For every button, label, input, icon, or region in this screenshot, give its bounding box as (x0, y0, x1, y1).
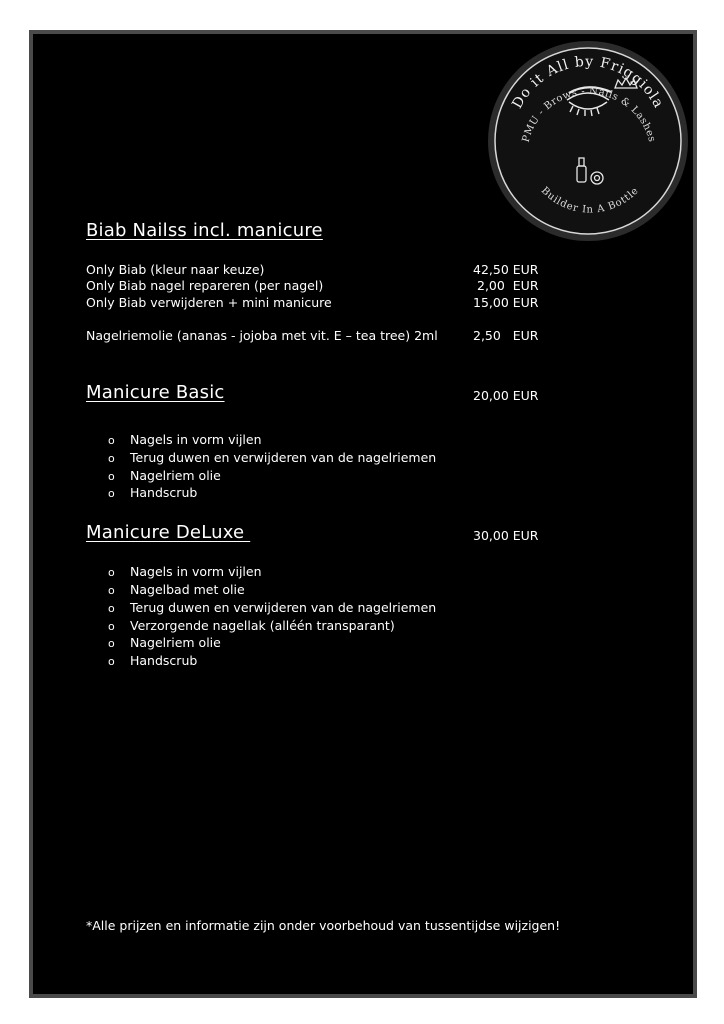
cuticle-oil-price: 2,50 EUR (473, 328, 539, 343)
brand-logo (485, 38, 691, 244)
manicure-deluxe-heading: Manicure DeLuxe (86, 522, 251, 543)
list-item: o Nagelriem olie (108, 635, 221, 650)
manicure-basic-price: 20,00 EUR (473, 388, 539, 403)
biab-item-label: Only Biab (kleur naar keuze) (86, 262, 265, 277)
manicure-basic-heading: Manicure Basic (86, 382, 225, 403)
list-item: o Terug duwen en verwijderen van de nagelriemen (108, 450, 437, 465)
list-item: o Nagels in vorm vijlen (108, 432, 262, 447)
list-item: o Verzorgende nagellak (alléén transparant) (108, 618, 395, 633)
list-item: o Terug duwen en verwijderen van de nagelriemen (108, 600, 437, 615)
list-item: o Nagels in vorm vijlen (108, 564, 262, 579)
logo-tagline: PMU - Brows - Nails & Lashes (520, 85, 658, 144)
logo-bottom-text: Builder In A Bottle (538, 185, 642, 216)
list-item: o Handscrub (108, 653, 198, 668)
logo-name: Do it All by Friggiola (509, 53, 667, 112)
list-item: o Nagelbad met olie (108, 582, 245, 597)
biab-item-price: 2,00 EUR (477, 278, 539, 293)
list-item: o Handscrub (108, 485, 198, 500)
disclaimer-footnote: *Alle prijzen en informatie zijn onder voorbehoud van tussentijdse wijzigen! (86, 918, 561, 933)
list-item: o Nagelriem olie (108, 468, 221, 483)
price-list-page (29, 30, 697, 998)
biab-item-label: Only Biab verwijderen + mini manicure (86, 295, 332, 310)
biab-item-label: Only Biab nagel repareren (per nagel) (86, 278, 324, 293)
biab-item-price: 15,00 EUR (473, 295, 539, 310)
cuticle-oil-label: Nagelriemolie (ananas - jojoba met vit. E – tea tree) 2ml (86, 328, 438, 343)
biab-heading: Biab Nailss incl. manicure (86, 220, 323, 241)
biab-item-price: 42,50 EUR (473, 262, 539, 277)
manicure-deluxe-price: 30,00 EUR (473, 528, 539, 543)
